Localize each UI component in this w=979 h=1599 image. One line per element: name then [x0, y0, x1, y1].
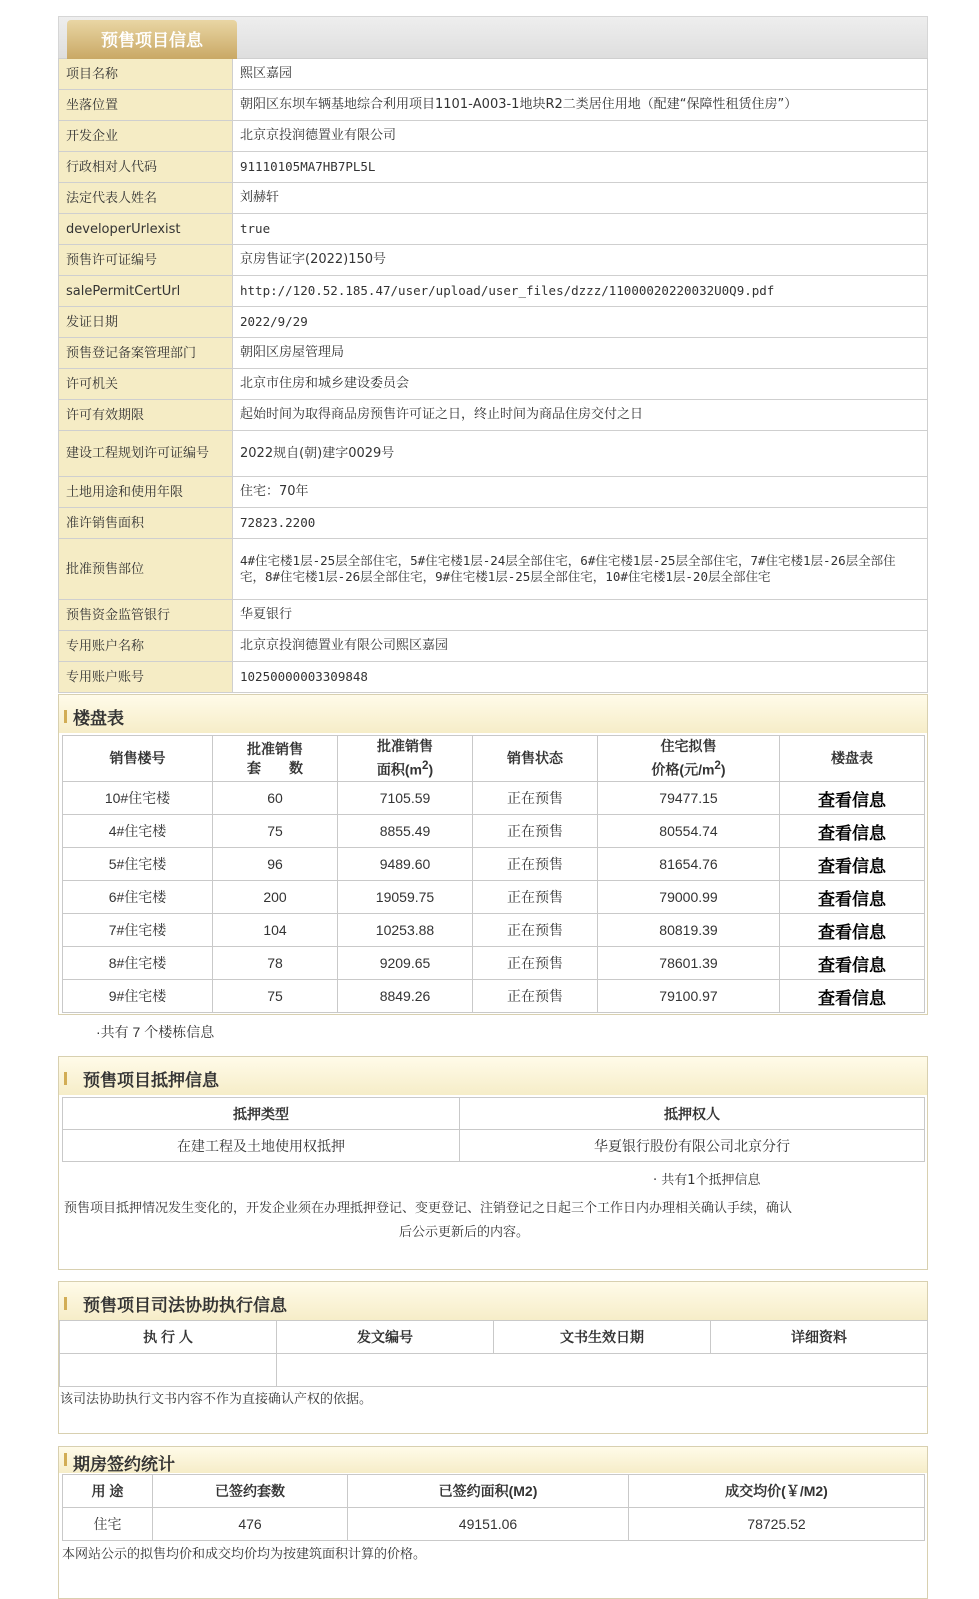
col-mortgage-type: 抵押类型 [63, 1098, 460, 1130]
signing-panel [58, 1446, 928, 1599]
info-label: 许可机关 [59, 369, 233, 400]
col-price [598, 736, 780, 782]
info-value: 2022/9/29 [233, 307, 928, 338]
info-label: 开发企业 [59, 121, 233, 152]
loupan-cell-status: 正在预售 [473, 848, 598, 881]
info-row [59, 431, 928, 477]
col-area-sup: 2 [421, 759, 429, 773]
signing-row [63, 1508, 925, 1541]
col-price-sup: 2 [714, 759, 721, 773]
col-price-close: ) [720, 761, 726, 778]
col-doc-number: 发文编号 [277, 1321, 494, 1354]
info-label: 坐落位置 [59, 90, 233, 121]
loupan-cell-units: 75 [213, 815, 338, 848]
loupan-row [63, 980, 925, 1013]
loupan-cell-area: 9489.60 [338, 848, 473, 881]
info-value: 4#住宅楼1层-25层全部住宅，5#住宅楼1层-24层全部住宅，6#住宅楼1层-25层全部住宅，7#住宅楼1层-26层全部住宅，8#住宅楼1层-26层全部住宅，9#住宅楼1层-25层全部住宅，10#住宅楼1层-20层全部住宅 [233, 539, 928, 600]
info-value: 刘赫轩 [233, 183, 928, 214]
signing-header-row [63, 1475, 925, 1508]
loupan-cell-area: 8855.49 [338, 815, 473, 848]
info-label: 专用账户账号 [59, 662, 233, 693]
mortgage-header-row [63, 1098, 925, 1130]
col-mortgagee: 抵押权人 [460, 1098, 925, 1130]
loupan-cell-building: 5#住宅楼 [63, 848, 213, 881]
loupan-row [63, 848, 925, 881]
section-accent-bar [64, 1072, 67, 1085]
loupan-cell-units: 96 [213, 848, 338, 881]
mortgage-type: 在建工程及土地使用权抵押 [63, 1130, 460, 1162]
loupan-row [63, 914, 925, 947]
info-row [59, 539, 928, 600]
judicial-title: 预售项目司法协助执行信息 [83, 1296, 287, 1315]
col-avg-price: 成交均价(￥/M2) [629, 1475, 925, 1508]
info-row [59, 276, 928, 307]
judicial-table [59, 1320, 928, 1387]
col-signed-area: 已签约面积(M2) [348, 1475, 629, 1508]
view-info-link[interactable]: 查看信息 [780, 848, 925, 881]
info-value: 北京市住房和城乡建设委员会 [233, 369, 928, 400]
info-label: developerUrlexist [59, 214, 233, 245]
info-row [59, 662, 928, 693]
info-label: 许可有效期限 [59, 400, 233, 431]
info-value: 91110105MA7HB7PL5L [233, 152, 928, 183]
project-info-panel [58, 16, 928, 693]
mortgage-table [62, 1097, 925, 1162]
col-table: 楼盘表 [780, 736, 925, 782]
loupan-cell-units: 104 [213, 914, 338, 947]
loupan-cell-status: 正在预售 [473, 980, 598, 1013]
info-label: 项目名称 [59, 59, 233, 90]
col-units-line2: 套 数 [247, 759, 303, 776]
col-area-line1: 批准销售 [377, 738, 433, 755]
col-status: 销售状态 [473, 736, 598, 782]
info-row [59, 307, 928, 338]
loupan-title: 楼盘表 [73, 709, 124, 728]
loupan-cell-price: 81654.76 [598, 848, 780, 881]
loupan-cell-building: 4#住宅楼 [63, 815, 213, 848]
info-label: 预售资金监管银行 [59, 600, 233, 631]
info-label: 准许销售面积 [59, 508, 233, 539]
info-label: 预售许可证编号 [59, 245, 233, 276]
info-row [59, 121, 928, 152]
col-signed-units: 已签约套数 [153, 1475, 348, 1508]
loupan-panel [58, 694, 928, 1015]
info-row [59, 477, 928, 508]
col-price-line1: 住宅拟售 [660, 738, 717, 755]
section-accent-bar [64, 1453, 67, 1466]
info-row [59, 600, 928, 631]
col-price-line2: 价格(元/m [651, 761, 715, 778]
loupan-cell-building: 6#住宅楼 [63, 881, 213, 914]
mortgage-row [63, 1130, 925, 1162]
view-info-link[interactable]: 查看信息 [780, 914, 925, 947]
judicial-empty-cell [277, 1354, 928, 1387]
mortgage-header [59, 1057, 927, 1095]
loupan-cell-price: 80819.39 [598, 914, 780, 947]
loupan-cell-units: 200 [213, 881, 338, 914]
info-value: 朝阳区东坝车辆基地综合利用项目1101-A003-1地块R2二类居住用地（配建“保障性租赁住房”） [233, 90, 928, 121]
info-row [59, 214, 928, 245]
view-info-link[interactable]: 查看信息 [780, 947, 925, 980]
loupan-cell-status: 正在预售 [473, 914, 598, 947]
signing-note: 本网站公示的拟售均价和成交均价均为按建筑面积计算的价格。 [62, 1547, 427, 1562]
info-row [59, 338, 928, 369]
info-label: 法定代表人姓名 [59, 183, 233, 214]
mortgagee: 华夏银行股份有限公司北京分行 [460, 1130, 925, 1162]
info-row [59, 90, 928, 121]
mortgage-title: 预售项目抵押信息 [83, 1071, 219, 1090]
loupan-cell-area: 8849.26 [338, 980, 473, 1013]
loupan-table [62, 735, 925, 1013]
judicial-note: 该司法协助执行文书内容不作为直接确认产权的依据。 [60, 1392, 373, 1407]
signing-avg-price: 78725.52 [629, 1508, 925, 1541]
loupan-header-row [63, 736, 925, 782]
info-row [59, 508, 928, 539]
view-info-link[interactable]: 查看信息 [780, 815, 925, 848]
col-units-line1: 批准销售 [247, 740, 303, 757]
signing-usage: 住宅 [63, 1508, 153, 1541]
loupan-summary: ·共有 7 个楼栋信息 [96, 1024, 215, 1040]
info-label: 土地用途和使用年限 [59, 477, 233, 508]
judicial-empty-cell [60, 1354, 277, 1387]
loupan-row [63, 815, 925, 848]
info-value: http://120.52.185.47/user/upload/user_files/dzzz/11000020220032U0Q9.pdf [233, 276, 928, 307]
loupan-cell-building: 8#住宅楼 [63, 947, 213, 980]
info-label: 预售登记备案管理部门 [59, 338, 233, 369]
loupan-cell-building: 9#住宅楼 [63, 980, 213, 1013]
info-value: 华夏银行 [233, 600, 928, 631]
mortgage-note-line2: 后公示更新后的内容。 [399, 1225, 530, 1240]
col-usage: 用 途 [63, 1475, 153, 1508]
info-row [59, 152, 928, 183]
info-value: 2022规自(朝)建字0029号 [233, 431, 928, 477]
project-info-tab[interactable]: 预售项目信息 [67, 20, 237, 59]
judicial-header [59, 1282, 927, 1320]
col-effective-date: 文书生效日期 [494, 1321, 711, 1354]
mortgage-summary: · 共有1个抵押信息 [653, 1173, 761, 1188]
info-label: salePermitCertUrl [59, 276, 233, 307]
judicial-empty-row [60, 1354, 928, 1387]
loupan-cell-price: 79100.97 [598, 980, 780, 1013]
signing-units: 476 [153, 1508, 348, 1541]
col-units [213, 736, 338, 782]
loupan-cell-units: 75 [213, 980, 338, 1013]
info-value: 京房售证字(2022)150号 [233, 245, 928, 276]
loupan-cell-price: 78601.39 [598, 947, 780, 980]
judicial-header-row [60, 1321, 928, 1354]
mortgage-note-line1: 预售项目抵押情况发生变化的，开发企业须在办理抵押登记、变更登记、注销登记之日起三个工作日内办理相关确认手续，确认 [64, 1201, 793, 1216]
info-value: 朝阳区房屋管理局 [233, 338, 928, 369]
info-row [59, 59, 928, 90]
view-info-link[interactable]: 查看信息 [780, 782, 925, 815]
loupan-cell-area: 9209.65 [338, 947, 473, 980]
info-row [59, 631, 928, 662]
col-building: 销售楼号 [63, 736, 213, 782]
judicial-panel [58, 1281, 928, 1434]
info-value: 起始时间为取得商品房预售许可证之日，终止时间为商品住房交付之日 [233, 400, 928, 431]
loupan-row [63, 881, 925, 914]
loupan-row [63, 782, 925, 815]
info-value: true [233, 214, 928, 245]
loupan-row [63, 947, 925, 980]
loupan-header [59, 695, 927, 733]
info-value: 10250000003309848 [233, 662, 928, 693]
loupan-cell-area: 19059.75 [338, 881, 473, 914]
signing-header [59, 1447, 927, 1473]
loupan-cell-status: 正在预售 [473, 782, 598, 815]
info-row [59, 245, 928, 276]
loupan-cell-price: 80554.74 [598, 815, 780, 848]
loupan-cell-area: 7105.59 [338, 782, 473, 815]
col-area-close: ) [428, 761, 434, 778]
info-label: 建设工程规划许可证编号 [59, 431, 233, 477]
loupan-cell-status: 正在预售 [473, 881, 598, 914]
loupan-cell-area: 10253.88 [338, 914, 473, 947]
info-value: 北京京投润德置业有限公司 [233, 121, 928, 152]
info-value: 北京京投润德置业有限公司熙区嘉园 [233, 631, 928, 662]
col-executor: 执 行 人 [60, 1321, 277, 1354]
col-area [338, 736, 473, 782]
info-value: 熙区嘉园 [233, 59, 928, 90]
loupan-cell-building: 10#住宅楼 [63, 782, 213, 815]
info-value: 72823.2200 [233, 508, 928, 539]
view-info-link[interactable]: 查看信息 [780, 881, 925, 914]
info-label: 专用账户名称 [59, 631, 233, 662]
loupan-cell-price: 79000.99 [598, 881, 780, 914]
col-details: 详细资料 [711, 1321, 928, 1354]
info-row [59, 369, 928, 400]
project-info-tabbar [58, 16, 928, 58]
mortgage-panel [58, 1056, 928, 1270]
project-info-table [58, 58, 928, 693]
signing-title: 期房签约统计 [73, 1455, 175, 1474]
view-info-link[interactable]: 查看信息 [780, 980, 925, 1013]
info-row [59, 400, 928, 431]
info-label: 批准预售部位 [59, 539, 233, 600]
loupan-cell-price: 79477.15 [598, 782, 780, 815]
info-label: 发证日期 [59, 307, 233, 338]
signing-area: 49151.06 [348, 1508, 629, 1541]
loupan-cell-units: 60 [213, 782, 338, 815]
section-accent-bar [64, 710, 67, 723]
loupan-cell-status: 正在预售 [473, 815, 598, 848]
loupan-cell-building: 7#住宅楼 [63, 914, 213, 947]
section-accent-bar [64, 1297, 67, 1310]
loupan-cell-units: 78 [213, 947, 338, 980]
info-row [59, 183, 928, 214]
loupan-cell-status: 正在预售 [473, 947, 598, 980]
info-value: 住宅：70年 [233, 477, 928, 508]
signing-table [62, 1474, 925, 1541]
col-area-line2: 面积(m [376, 761, 422, 778]
info-label: 行政相对人代码 [59, 152, 233, 183]
